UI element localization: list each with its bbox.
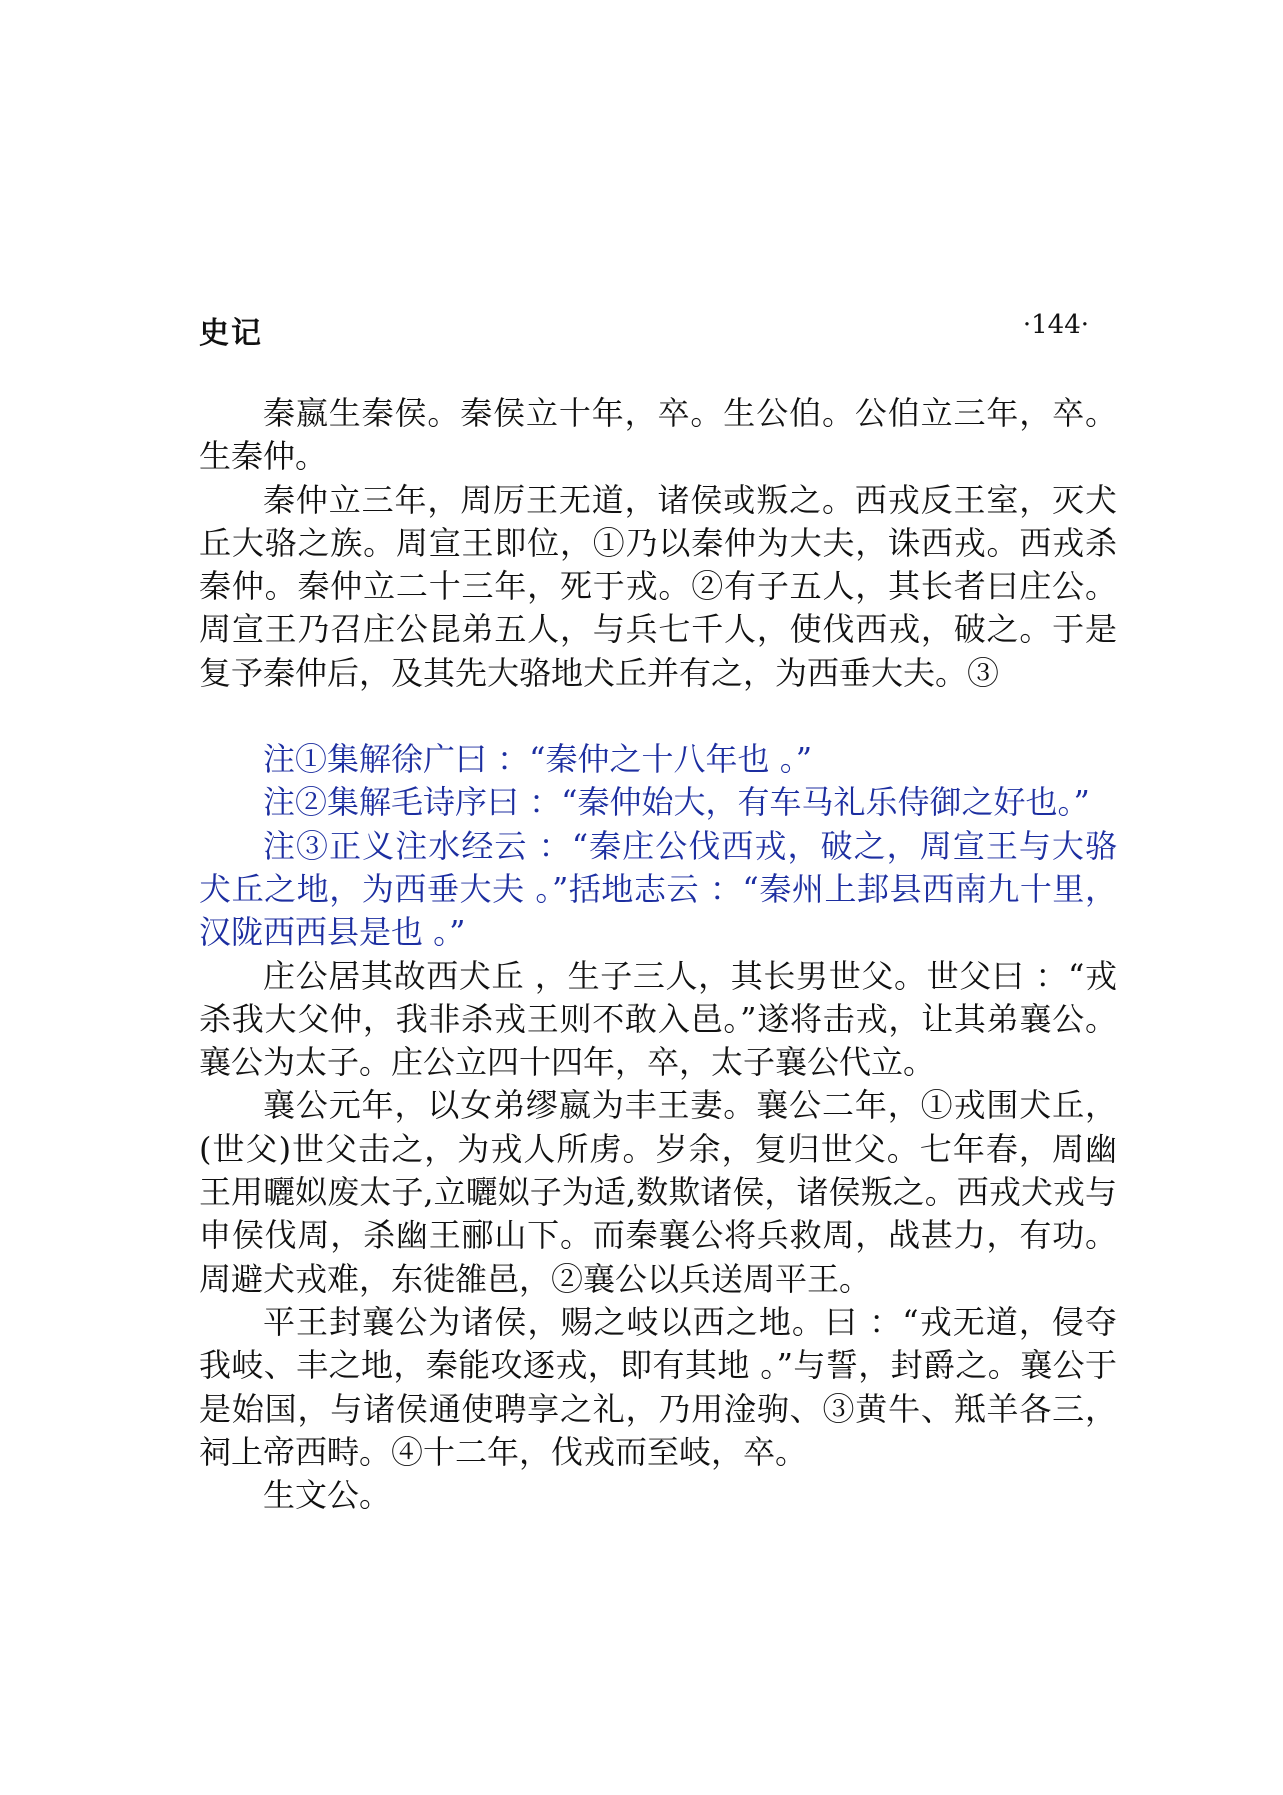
page-number: ·144· xyxy=(1022,310,1089,340)
annotation-note: 注②集解毛诗序曰 ：“秦仲始大，有车马礼乐侍御之好也。” xyxy=(263,783,1090,822)
paragraph: 秦嬴生秦侯。秦侯立十年，卒。生公伯。公伯立三年，卒。生秦仲。 xyxy=(199,394,1117,476)
annotation-note: 注③正义注水经云 ：“秦庄公伐西戎，破之，周宣王与大骆犬丘之地，为西垂大夫 。”括地志云 ：“秦州上邽县西南九十里，汉陇西西县是也 。” xyxy=(199,826,1117,952)
book-title: 史记 xyxy=(199,316,263,351)
annotation-note: 注①集解徐广曰 ：“秦仲之十八年也 。” xyxy=(263,740,813,779)
paragraph: 生文公。 xyxy=(263,1476,392,1515)
paragraph: 秦仲立三年，周厉王无道，诸侯或叛之。西戎反王室，灭犬丘大骆之族。周宣王即位，①乃以秦仲为大夫，诛西戎。西戎杀秦仲。秦仲立二十三年，死于戎。②有子五人，其长者曰庄公。周宣王乃召庄公昆弟五人，与兵七千人，使伐西戎，破之。于是复予秦仲后，及其先大骆地犬丘并有之，为西垂大夫。③ xyxy=(199,480,1117,692)
page-header xyxy=(199,308,1089,351)
section-gap xyxy=(199,695,1117,738)
body-text xyxy=(199,392,1117,1517)
paragraph: 平王封襄公为诸侯，赐之岐以西之地。曰 ：“戎无道，侵夺我岐、丰之地，秦能攻逐戎，即有其地 。”与誓，封爵之。襄公于是始国，与诸侯通使聘享之礼，乃用淦驹、③黄牛、羝羊各三，祠上帝西畤。④十二年，伐戎而至岐，卒。 xyxy=(199,1302,1117,1471)
paragraph: 襄公元年，以女弟缪嬴为丰王妻。襄公二年，①戎围犬丘，(世父)世父击之，为戎人所虏。岁余，复归世父。七年春，周幽王用曬姒废太子,立曬姒子为适,数欺诸侯，诸侯叛之。西戎犬戎与申侯伐周，杀幽王郦山下。而秦襄公将兵救周，战甚力，有功。周避犬戎难，东徙雒邑，②襄公以兵送周平王。 xyxy=(199,1086,1117,1298)
paragraph: 庄公居其故西犬丘 ，生子三人，其长男世父。世父曰 ：“戎杀我大父仲，我非杀戎王则不敢入邑。”遂将击戎，让其弟襄公。襄公为太子。庄公立四十四年，卒，太子襄公代立。 xyxy=(199,956,1117,1082)
